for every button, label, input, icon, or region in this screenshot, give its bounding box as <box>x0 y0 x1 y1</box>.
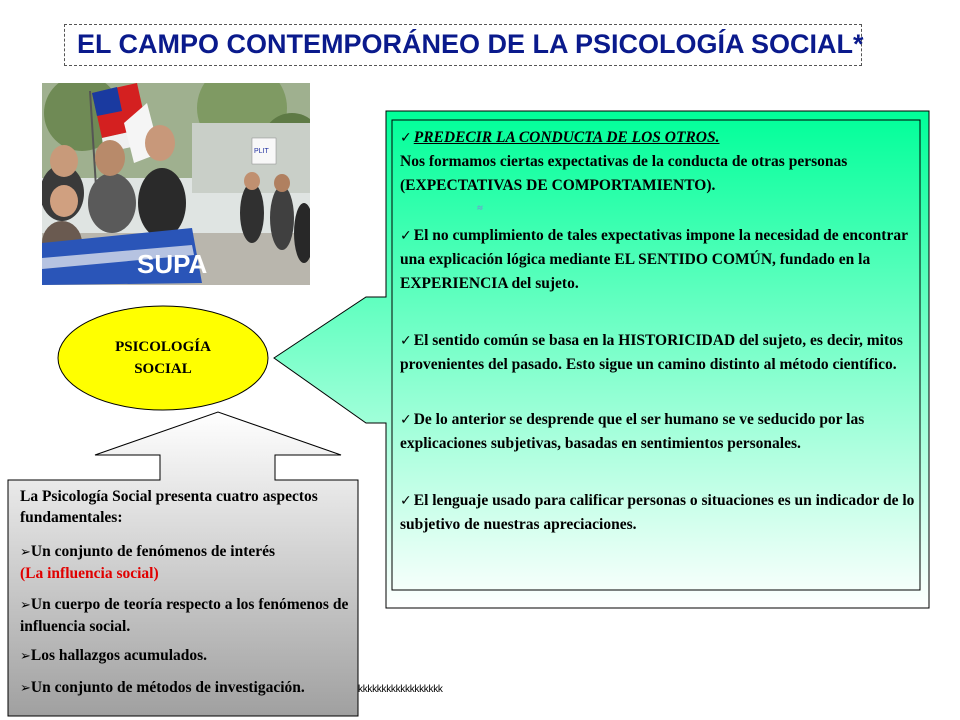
decorative-marker: ≈ <box>477 203 483 214</box>
arrow-bullet-icon: ➢ <box>20 681 31 696</box>
callout-item-1 <box>400 126 920 150</box>
left-box-item-4-text: Un conjunto de métodos de investigación. <box>30 679 305 696</box>
callout-item-5 <box>400 489 920 537</box>
ellipse-label <box>58 306 268 410</box>
left-box-item-1-text: Un conjunto de fenómenos de interés <box>30 543 276 560</box>
left-box-text <box>20 486 350 699</box>
footer-text: kkkkkkkkkkkkkkkkkk <box>358 684 443 695</box>
checkmark-icon: ✓ <box>400 130 412 146</box>
callout-item-2 <box>400 224 920 296</box>
arrow-bullet-icon: ➢ <box>20 598 31 613</box>
callout-item-2-text: El no cumplimiento de tales expectativas impone la necesidad de encontrar una explicación lógica mediante EL SENTIDO COMÚN, fundado en la EXPERIENCIA del sujeto. <box>400 227 908 292</box>
left-box-item-4 <box>20 677 350 699</box>
left-box-item-1 <box>20 541 350 584</box>
callout-text <box>400 126 920 537</box>
left-box-intro: La Psicología Social presenta cuatro aspectos fundamentales: <box>20 488 318 526</box>
ellipse-line-1: PSICOLOGÍA <box>115 339 211 355</box>
callout-item-1-body: Nos formamos ciertas expectativas de la conducta de otras personas (EXPECTATIVAS DE COMPORTAMIENTO). <box>400 153 848 194</box>
checkmark-icon: ✓ <box>400 333 412 349</box>
callout-item-3-text: El sentido común se basa en la HISTORICIDAD del sujeto, es decir, mitos provenientes del pasado. Esto sigue un camino distinto al método científico. <box>400 332 903 373</box>
left-box-item-3-text: Los hallazgos acumulados. <box>30 647 208 664</box>
ellipse-line-2: SOCIAL <box>134 361 192 377</box>
banner-text: SUPA <box>137 249 208 279</box>
page-title: EL CAMPO CONTEMPORÁNEO DE LA PSICOLOGÍA SOCIAL* <box>77 29 864 59</box>
callout-item-5-text: El lenguaje usado para calificar personas o situaciones es un indicador de lo subjetivo de nuestras apreciaciones. <box>400 492 915 533</box>
callout-item-1-heading: PREDECIR LA CONDUCTA DE LOS OTROS. <box>413 129 720 146</box>
callout-item-4-text: De lo anterior se desprende que el ser humano se ve seducido por las explicaciones subjetivas, basadas en sentimientos personales. <box>400 411 865 452</box>
checkmark-icon: ✓ <box>400 412 412 428</box>
protest-illustration <box>42 83 310 285</box>
checkmark-icon: ✓ <box>400 493 412 509</box>
left-box-item-2 <box>20 594 350 637</box>
arrow-bullet-icon: ➢ <box>20 649 31 664</box>
left-box-item-3 <box>20 645 350 667</box>
left-box-item-1-highlight: (La influencia social) <box>20 565 159 582</box>
protest-photo <box>42 83 310 285</box>
left-box-item-2-text: Un cuerpo de teoría respecto a los fenómenos de influencia social. <box>20 596 349 635</box>
callout-item-4 <box>400 408 920 456</box>
arrow-bullet-icon: ➢ <box>20 545 31 560</box>
sign-text: PLIT <box>254 148 269 155</box>
callout-item-3 <box>400 329 920 377</box>
checkmark-icon: ✓ <box>400 228 412 244</box>
